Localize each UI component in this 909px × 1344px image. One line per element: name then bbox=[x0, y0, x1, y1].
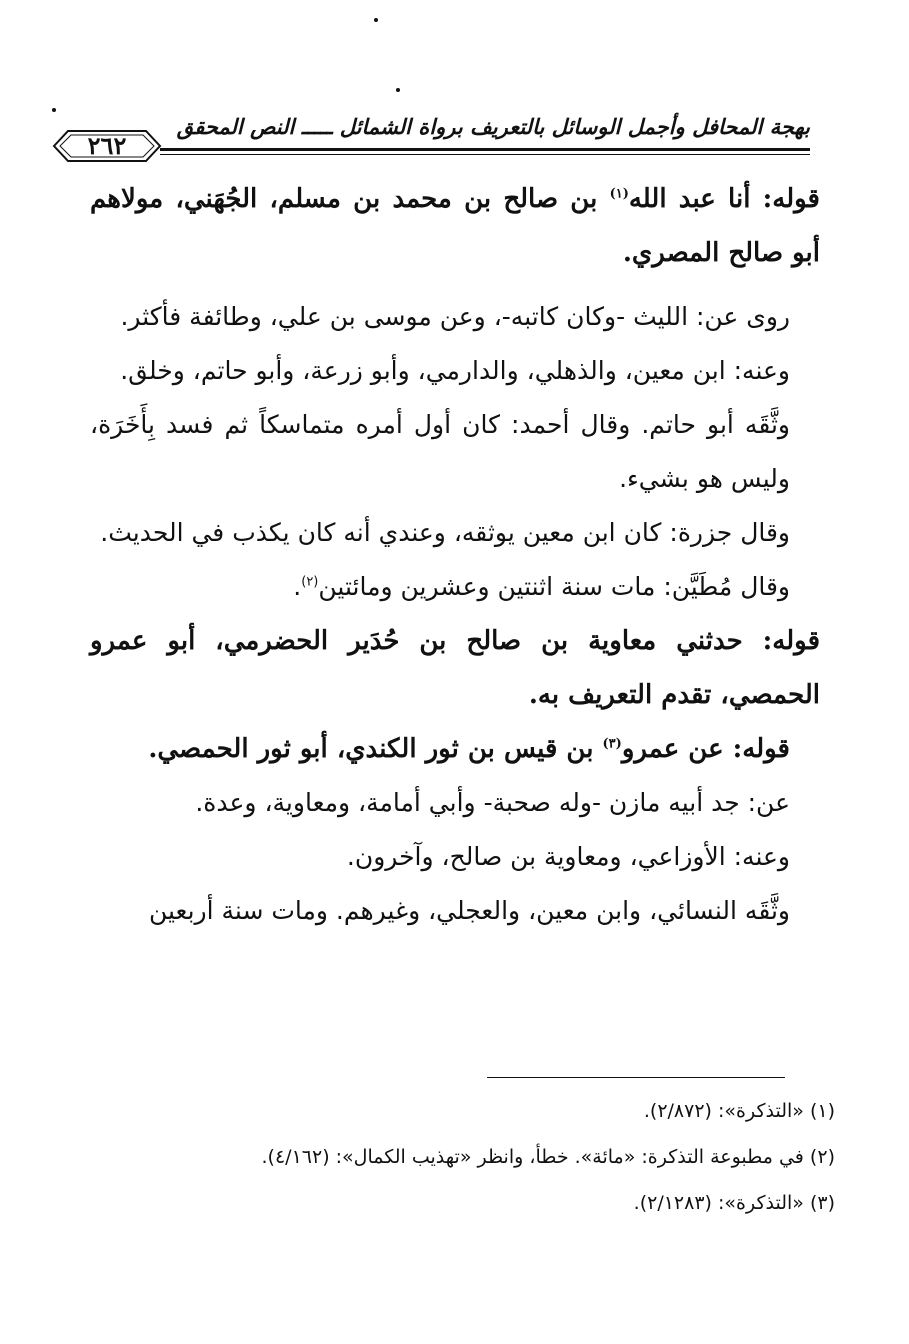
entry-heading bbox=[90, 722, 820, 776]
paragraph: وعنه: الأوزاعي، ومعاوية بن صالح، وآخرون. bbox=[346, 842, 790, 871]
footnote-separator bbox=[487, 1077, 785, 1078]
paragraph: وعنه: ابن معين، والذهلي، والدارمي، وأبو زرعة، وأبو حاتم، وخلق. bbox=[120, 356, 790, 385]
print-speck bbox=[396, 88, 400, 92]
paragraph: وثَّقَه أبو حاتم. وقال أحمد: كان أول أمره متماسكاً ثم فسد بِأَخَرَة، وليس هو بشيء. bbox=[90, 410, 790, 493]
page-number-badge bbox=[52, 128, 162, 164]
footnote: (٢) في مطبوعة التذكرة: «مائة». خطأ، وانظر «تهذيب الكمال»: (٤/١٦٢). bbox=[261, 1146, 835, 1168]
main-text bbox=[90, 172, 820, 938]
footnote-ref: (٣) bbox=[602, 736, 622, 752]
header-title: بهجة المحافل وأجمل الوسائل بالتعريف برواة الشمائل ـــــ النص المحقق bbox=[176, 114, 810, 139]
heading-text: قوله: عن عمرو bbox=[621, 734, 790, 764]
print-speck bbox=[374, 18, 378, 22]
footnotes bbox=[150, 1088, 835, 1226]
entry-heading: قوله: حدثني معاوية بن صالح بن حُدَير الحضرمي، أبو عمرو الحمصي، تقدم التعريف به. bbox=[90, 626, 820, 710]
paragraph: وقال جزرة: كان ابن معين يوثقه، وعندي أنه كان يكذب في الحديث. bbox=[100, 518, 790, 547]
header-rule-thick bbox=[160, 148, 810, 151]
footnote-ref: (٢) bbox=[301, 574, 319, 590]
paragraph: عن: جد أبيه مازن -وله صحبة- وأبي أمامة، ومعاوية، وعدة. bbox=[195, 788, 790, 817]
paragraph bbox=[90, 560, 820, 614]
paragraph: روى عن: الليث -وكان كاتبه-، وعن موسى بن علي، وطائفة فأكثر. bbox=[120, 302, 790, 331]
footnote-ref: (١) bbox=[609, 186, 629, 202]
heading-text: بن قيس بن ثور الكندي، أبو ثور الحمصي. bbox=[148, 734, 603, 764]
page-number: ٢٦٢ bbox=[87, 131, 127, 160]
entry-heading bbox=[90, 172, 820, 280]
running-header bbox=[40, 108, 810, 162]
heading-text: قوله: أنا عبد الله bbox=[628, 184, 820, 214]
heading-text: بن صالح بن محمد بن مسلم، الجُهَني، مولاهم أبو صالح المصري. bbox=[90, 184, 820, 268]
footnote: (١) «التذكرة»: (٢/٨٧٢). bbox=[643, 1100, 835, 1122]
header-rule-thin bbox=[160, 154, 810, 155]
footnote: (٣) «التذكرة»: (٢/١٢٨٣). bbox=[633, 1192, 835, 1214]
paragraph-text: وقال مُطَيَّن: مات سنة اثنتين وعشرين ومائتين bbox=[318, 572, 790, 601]
paragraph: وثَّقَه النسائي، وابن معين، والعجلي، وغيرهم. ومات سنة أربعين bbox=[148, 896, 790, 925]
paragraph-text: . bbox=[293, 572, 302, 601]
